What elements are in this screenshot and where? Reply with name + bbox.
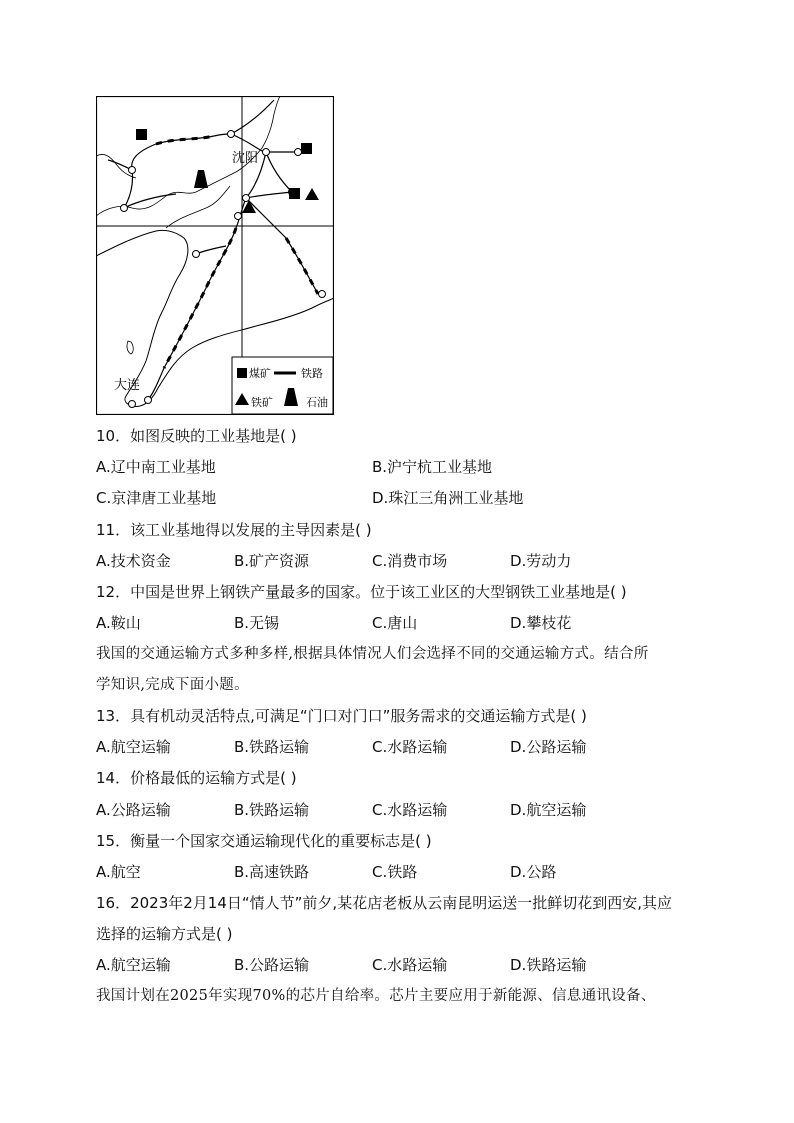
city-label-shenyang: 沈阳: [232, 151, 259, 166]
q11-option-d[interactable]: D.劳动力: [510, 552, 572, 570]
transport-passage-line-2: 学知识,完成下面小题。: [96, 677, 249, 693]
question-10-stem: 10．如图反映的工业基地是( ): [96, 427, 297, 445]
q10-option-b[interactable]: B.沪宁杭工业基地: [372, 458, 493, 476]
map-legend: [232, 357, 333, 414]
q15-option-b[interactable]: B.高速铁路: [234, 863, 310, 881]
question-15-stem: 15．衡量一个国家交通运输现代化的重要标志是( ): [96, 832, 432, 850]
question-16-stem-line-2: 选择的运输方式是( ): [96, 925, 233, 943]
q16-option-d[interactable]: D.铁路运输: [510, 956, 587, 974]
city-label-dalian: 大连: [114, 378, 141, 393]
q16-option-b[interactable]: B.公路运输: [234, 956, 310, 974]
question-13-stem: 13．具有机动灵活特点,可满足“门口对门口”服务需求的交通运输方式是( ): [96, 707, 587, 725]
q11-option-a[interactable]: A.技术资金: [96, 552, 171, 570]
q14-option-b[interactable]: B.铁路运输: [234, 801, 310, 819]
q14-option-c[interactable]: C.水路运输: [372, 801, 448, 819]
q10-option-c[interactable]: C.京津唐工业基地: [96, 489, 217, 507]
question-12-stem: 12．中国是世界上钢铁产量最多的国家。位于该工业区的大型钢铁工业基地是( ): [96, 583, 627, 601]
q13-option-a[interactable]: A.航空运输: [96, 738, 171, 756]
q14-option-a[interactable]: A.公路运输: [96, 801, 171, 819]
q14-option-d[interactable]: D.航空运输: [510, 801, 587, 819]
chip-passage-line-1: 我国计划在2025年实现70%的芯片自给率。芯片主要应用于新能源、信息通讯设备、: [96, 988, 656, 1004]
q13-option-c[interactable]: C.水路运输: [372, 738, 448, 756]
legend-oil-label: 石油: [306, 396, 328, 409]
transport-passage-line-1: 我国的交通运输方式多种多样,根据具体情况人们会选择不同的交通运输方式。结合所: [96, 646, 649, 662]
q12-option-c[interactable]: C.唐山: [372, 614, 418, 632]
q11-option-b[interactable]: B.矿产资源: [234, 552, 310, 570]
q10-option-d[interactable]: D.珠江三角洲工业基地: [372, 489, 524, 507]
q12-option-a[interactable]: A.鞍山: [96, 614, 141, 632]
legend-coal-label: 煤矿: [249, 367, 271, 380]
q15-option-c[interactable]: C.铁路: [372, 863, 418, 881]
q11-option-c[interactable]: C.消费市场: [372, 552, 448, 570]
q15-option-a[interactable]: A.航空: [96, 863, 141, 881]
q13-option-b[interactable]: B.铁路运输: [234, 738, 310, 756]
legend-iron-label: 铁矿: [251, 396, 273, 409]
q10-option-a[interactable]: A.辽中南工业基地: [96, 458, 216, 476]
q16-option-c[interactable]: C.水路运输: [372, 956, 448, 974]
q15-option-d[interactable]: D.公路: [510, 863, 557, 881]
q13-option-d[interactable]: D.公路运输: [510, 738, 587, 756]
legend-railway-label: 铁路: [301, 367, 323, 380]
q12-option-d[interactable]: D.攀枝花: [510, 614, 572, 632]
question-11-stem: 11．该工业基地得以发展的主导因素是( ): [96, 521, 372, 539]
q12-option-b[interactable]: B.无锡: [234, 614, 280, 632]
industrial-base-map: [96, 96, 334, 415]
question-14-stem: 14．价格最低的运输方式是( ): [96, 769, 297, 787]
q16-option-a[interactable]: A.航空运输: [96, 956, 171, 974]
question-16-stem-line-1: 16．2023年2月14日“情人节”前夕,某花店老板从云南昆明运送一批鲜切花到西安,其应: [96, 894, 672, 912]
